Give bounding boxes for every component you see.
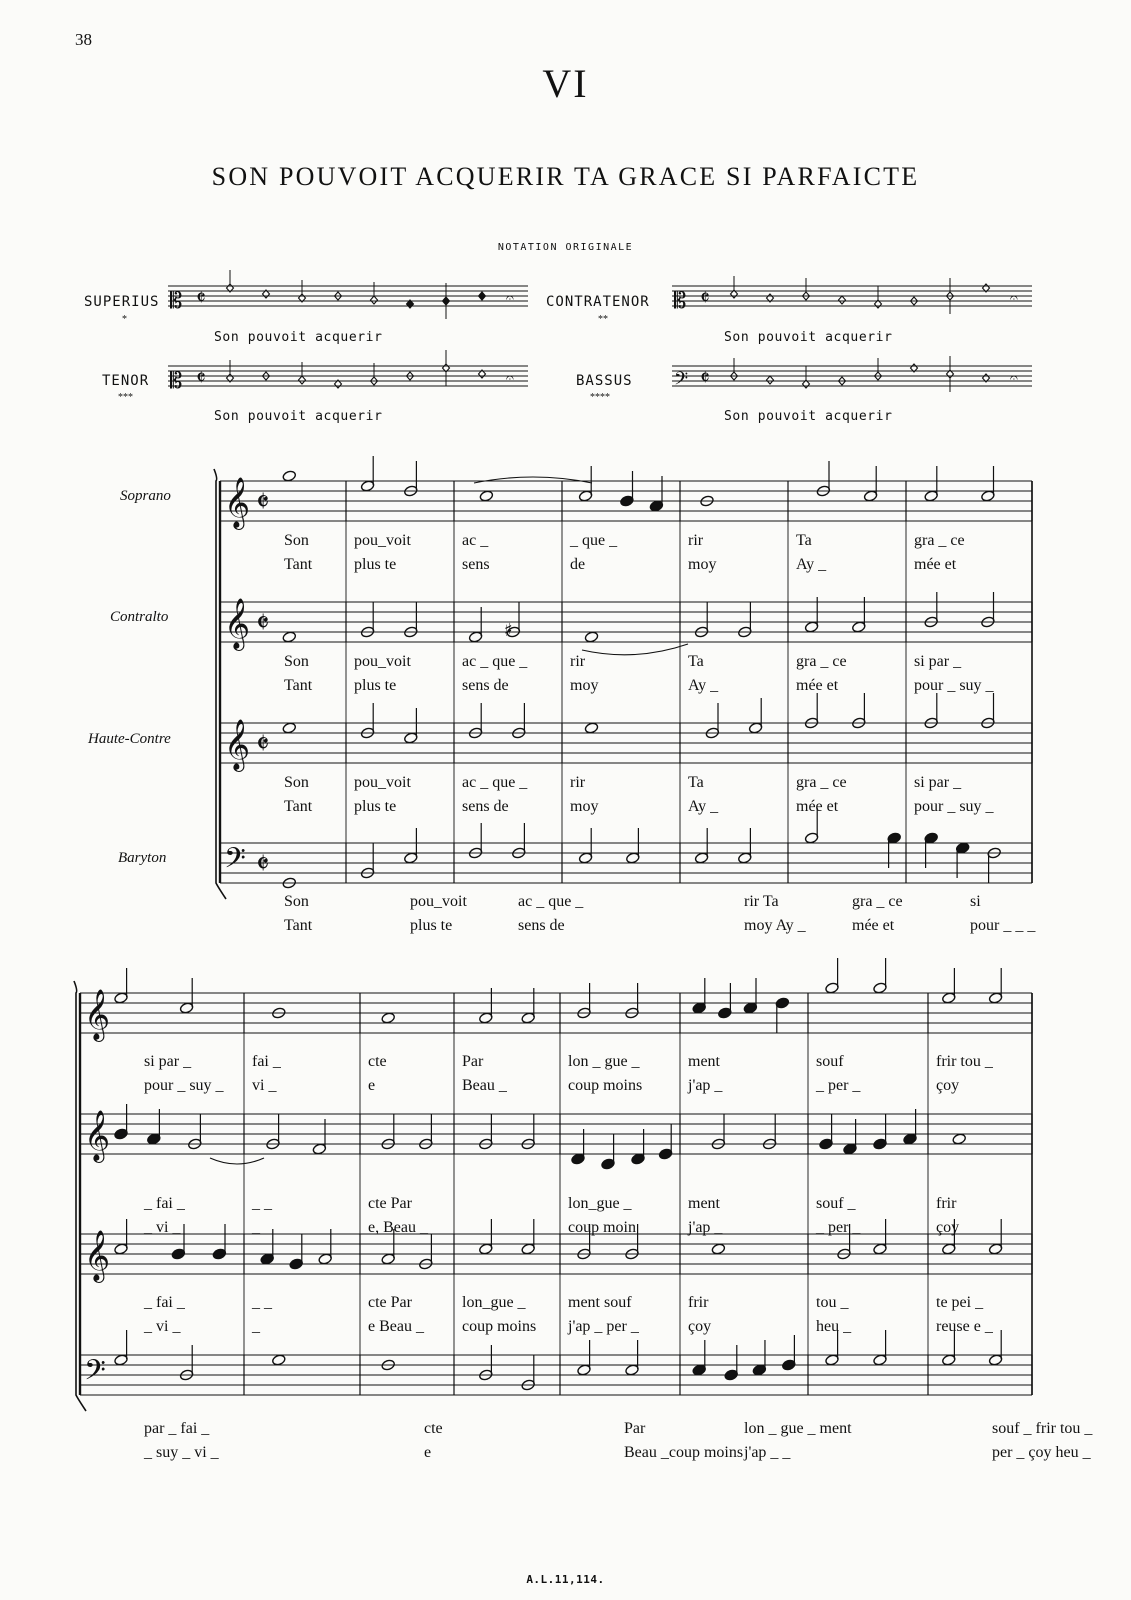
s1-lyric-v3-l1-5: si	[970, 893, 981, 910]
s2-lyric-v2-l1-2: cte Par	[368, 1294, 412, 1311]
s1-lyric-v1-l1-1: pou_voit	[354, 653, 411, 670]
s1-lyric-v1-l2-0: Tant	[284, 677, 313, 694]
cut-time-icon: 𝄵	[196, 286, 206, 311]
mensural-note	[443, 297, 450, 305]
s2-lyric-v0-l1-0: si par _	[144, 1053, 192, 1070]
s2-lyric-v3-l1-3: lon _ gue _ ment	[744, 1420, 852, 1437]
whole-note	[952, 1133, 967, 1145]
s1-lyric-v1-l2-6: pour _ suy _	[914, 677, 994, 694]
s2-lyric-v3-l1-0: par _ fai _	[144, 1420, 210, 1437]
sharp-icon: ♯	[504, 620, 513, 641]
s1-lyric-v2-l2-2: sens de	[462, 798, 509, 815]
s1-lyric-v0-l2-2: sens	[462, 556, 490, 573]
c-clef-icon: 𝄡	[674, 289, 687, 314]
s1-lyric-v3-l2-0: Tant	[284, 917, 313, 934]
page-number: 38	[75, 30, 92, 49]
s1-lyric-v3-l1-1: pou_voit	[410, 893, 467, 910]
s2-lyric-v3-l1-1: cte	[424, 1420, 443, 1437]
s1-lyric-v1-l1-3: rir	[570, 653, 586, 670]
s1-lyric-v3-l2-3: moy Ay _	[744, 917, 806, 934]
s2-lyric-v2-l1-4: ment souf	[568, 1294, 632, 1311]
publisher-plate-number: A.L.11,114.	[526, 1573, 605, 1586]
custos-icon: 𝄐	[1010, 290, 1018, 306]
incipit-text-superius: Son pouvoit acquerir	[214, 330, 383, 345]
custos-icon: 𝄐	[1010, 370, 1018, 386]
whole-note	[584, 722, 599, 734]
s2-lyric-v1-l2-0: _ vi _	[144, 1219, 181, 1236]
s2-lyric-v0-l2-1: vi _	[252, 1077, 277, 1094]
s2-lyric-v2-l1-1: _ _	[252, 1294, 272, 1311]
incipit-name-tenor: TENOR	[102, 373, 150, 389]
slur	[474, 477, 592, 483]
s1-lyric-v1-l1-4: Ta	[688, 653, 704, 670]
s2-lyric-v3-l2-0: _ suy _ vi _	[144, 1444, 219, 1461]
s2-lyric-v2-l1-5: frir	[688, 1294, 709, 1311]
s2-lyric-v3-l2-1: e	[424, 1444, 432, 1461]
notation-label: NOTATION ORIGINALE	[497, 242, 634, 253]
s1-lyric-v1-l2-5: mée et	[796, 677, 839, 694]
s1-lyric-v3-l1-3: rir Ta	[744, 893, 779, 910]
s2-lyric-v0-l2-3: Beau _	[462, 1077, 507, 1094]
s1-lyric-v2-l1-1: pou_voit	[354, 774, 411, 791]
s2-lyric-v0-l2-5: j'ap _	[688, 1077, 723, 1094]
s1-lyric-v1-l2-2: sens de	[462, 677, 509, 694]
s2-lyric-v0-l2-7: çoy	[936, 1077, 960, 1094]
s1-lyric-v1-l1-5: gra _ ce	[796, 653, 847, 670]
s1-lyric-v3-l2-4: mée et	[852, 917, 895, 934]
s1-lyric-v2-l1-4: Ta	[688, 774, 704, 791]
s2-lyric-v2-l1-3: lon_gue _	[462, 1294, 526, 1311]
incipit-name-contratenor: CONTRATENOR	[546, 294, 650, 310]
s1-lyric-v3-l2-1: plus te	[410, 917, 453, 934]
s2-lyric-v1-l2-6: çoy	[936, 1219, 960, 1236]
s1-lyric-v3-l2-5: pour _ _ _	[970, 917, 1036, 934]
s2-lyric-v0-l2-0: pour _ suy _	[144, 1077, 224, 1094]
s1-lyric-v3-l2-2: sens de	[518, 917, 565, 934]
s1-lyric-v3-l1-2: ac _ que _	[518, 893, 584, 910]
incipit-text-bassus: Son pouvoit acquerir	[724, 409, 893, 424]
whole-note	[381, 1012, 396, 1024]
s1-lyric-v2-l1-2: ac _ que _	[462, 774, 528, 791]
s2-lyric-v1-l1-6: frir	[936, 1195, 957, 1212]
s2-lyric-v2-l2-1: _	[252, 1318, 260, 1335]
whole-note	[479, 490, 494, 502]
s1-lyric-v0-l2-4: moy	[688, 556, 717, 573]
s1-lyric-v1-l1-2: ac _ que _	[462, 653, 528, 670]
bass-clef-icon: 𝄢	[224, 842, 246, 882]
s2-lyric-v1-l1-0: _ fai _	[144, 1195, 185, 1212]
incipit-text-contratenor: Son pouvoit acquerir	[724, 330, 893, 345]
treble-clef-icon: 𝄞	[84, 1230, 111, 1281]
s2-lyric-v0-l2-4: coup moins	[568, 1077, 643, 1094]
s2-lyric-v3-l2-2: Beau _coup moins	[624, 1444, 744, 1461]
s2-lyric-v0-l2-6: _ per _	[816, 1077, 861, 1094]
s1-lyric-v0-l2-3: de	[570, 556, 586, 573]
s1-lyric-v3-l1-4: gra _ ce	[852, 893, 903, 910]
cut-time-icon: 𝄵	[256, 606, 270, 641]
whole-note	[711, 1243, 726, 1255]
s1-lyric-v2-l1-5: gra _ ce	[796, 774, 847, 791]
s1-lyric-v0-l2-0: Tant	[284, 556, 313, 573]
s1-lyric-v2-l1-3: rir	[570, 774, 586, 791]
slur	[582, 644, 688, 655]
s1-lyric-v0-l2-6: mée et	[914, 556, 957, 573]
voice-label-haute-contre: Haute-Contre	[88, 731, 171, 747]
s1-lyric-v0-l1-2: ac _	[462, 532, 489, 549]
incipit-name-bassus: BASSUS	[576, 373, 633, 389]
cut-time-icon: 𝄵	[256, 847, 270, 882]
piece-number: VI	[542, 61, 589, 106]
s1-lyric-v2-l1-0: Son	[284, 774, 309, 791]
s2-lyric-v1-l1-4: ment	[688, 1195, 720, 1212]
s1-lyric-v2-l2-6: pour _ suy _	[914, 798, 994, 815]
mensural-note	[767, 376, 774, 384]
mensural-note	[479, 292, 486, 300]
s1-lyric-v0-l1-1: pou_voit	[354, 532, 411, 549]
s2-lyric-v3-l1-4: souf _ frir tou _	[992, 1420, 1093, 1437]
s2-lyric-v0-l1-2: cte	[368, 1053, 387, 1070]
s1-lyric-v0-l2-5: Ay _	[796, 556, 827, 573]
s2-lyric-v2-l2-6: heu _	[816, 1318, 852, 1335]
treble-clef-icon: 𝄞	[84, 989, 111, 1040]
custos-icon: 𝄐	[506, 290, 514, 306]
s2-lyric-v2-l2-0: _ vi _	[144, 1318, 181, 1335]
s2-lyric-v1-l1-2: cte Par	[368, 1195, 412, 1212]
s2-lyric-v3-l1-2: Par	[624, 1420, 646, 1437]
s2-lyric-v1-l2-3: coup moin	[568, 1219, 636, 1236]
whole-note	[272, 1354, 287, 1366]
voice-label-contralto: Contralto	[110, 609, 169, 625]
s2-lyric-v1-l2-2: e, Beau _	[368, 1219, 428, 1236]
incipit-stars-contratenor: **	[598, 314, 608, 325]
s2-lyric-v2-l1-6: tou _	[816, 1294, 849, 1311]
whole-note	[282, 631, 297, 643]
treble-clef-icon: 𝄞	[224, 477, 251, 528]
mensural-note	[299, 376, 306, 384]
cut-time-icon: 𝄵	[256, 485, 270, 520]
s2-lyric-v2-l2-5: çoy	[688, 1318, 712, 1335]
s1-lyric-v0-l2-1: plus te	[354, 556, 397, 573]
cut-time-icon: 𝄵	[700, 286, 710, 311]
incipit-name-superius: SUPERIUS	[84, 294, 160, 310]
bass-clef-icon: 𝄢	[84, 1354, 106, 1394]
s2-lyric-v1-l1-1: _ _	[252, 1195, 272, 1212]
s2-lyric-v0-l1-4: lon _ gue _	[568, 1053, 640, 1070]
s2-lyric-v0-l1-5: ment	[688, 1053, 720, 1070]
s2-lyric-v2-l1-7: te pei _	[936, 1294, 984, 1311]
s1-lyric-v1-l2-4: Ay _	[688, 677, 719, 694]
whole-note	[282, 722, 297, 734]
s1-lyric-v1-l1-6: si par _	[914, 653, 962, 670]
s2-lyric-v2-l1-0: _ fai _	[144, 1294, 185, 1311]
s1-lyric-v2-l2-4: Ay _	[688, 798, 719, 815]
whole-note	[282, 470, 297, 482]
s1-lyric-v0-l1-5: Ta	[796, 532, 812, 549]
s1-lyric-v1-l1-0: Son	[284, 653, 309, 670]
s2-lyric-v2-l2-4: j'ap _ per _	[568, 1318, 639, 1335]
s2-lyric-v0-l2-2: e	[368, 1077, 376, 1094]
cut-time-icon: 𝄵	[196, 366, 206, 391]
c-clef-icon: 𝄢	[674, 369, 689, 394]
s1-lyric-v1-l2-1: plus te	[354, 677, 397, 694]
treble-clef-icon: 𝄞	[224, 719, 251, 770]
treble-clef-icon: 𝄞	[84, 1110, 111, 1161]
s2-lyric-v3-l2-4: per _ çoy heu _	[992, 1444, 1091, 1461]
s1-lyric-v1-l2-3: moy	[570, 677, 599, 694]
s1-lyric-v0-l1-3: _ que _	[570, 532, 618, 549]
s1-lyric-v2-l2-0: Tant	[284, 798, 313, 815]
mensural-note	[839, 296, 846, 304]
cut-time-icon: 𝄵	[256, 727, 270, 762]
piece-title: SON POUVOIT ACQUERIR TA GRACE SI PARFAICTE	[211, 162, 920, 191]
s1-lyric-v0-l1-4: rir	[688, 532, 704, 549]
s1-lyric-v2-l2-3: moy	[570, 798, 599, 815]
s2-lyric-v0-l1-6: souf	[816, 1053, 844, 1070]
s2-lyric-v1-l1-5: souf _	[816, 1195, 856, 1212]
s2-lyric-v1-l1-3: lon_gue _	[568, 1195, 632, 1212]
s1-lyric-v0-l1-0: Son	[284, 532, 309, 549]
voice-label-soprano: Soprano	[120, 488, 171, 504]
s2-lyric-v0-l1-7: frir tou _	[936, 1053, 993, 1070]
s1-lyric-v2-l2-1: plus te	[354, 798, 397, 815]
c-clef-icon: 𝄡	[170, 289, 183, 314]
incipit-stars-tenor: ***	[118, 392, 133, 403]
incipit-text-tenor: Son pouvoit acquerir	[214, 409, 383, 424]
s1-lyric-v3-l1-0: Son	[284, 893, 309, 910]
mensural-note	[371, 296, 378, 304]
s2-lyric-v3-l2-3: j'ap _ _	[744, 1444, 791, 1461]
s2-lyric-v1-l2-1: _	[252, 1219, 260, 1236]
treble-clef-icon: 𝄞	[224, 598, 251, 649]
s2-lyric-v1-l2-5: _ per _	[816, 1219, 861, 1236]
voice-label-baryton: Baryton	[118, 850, 167, 866]
s2-lyric-v0-l1-1: fai _	[252, 1053, 281, 1070]
s2-lyric-v2-l2-3: coup moins	[462, 1318, 537, 1335]
cut-time-icon: 𝄵	[700, 366, 710, 391]
s1-lyric-v0-l1-6: gra _ ce	[914, 532, 965, 549]
incipit-stars-superius: *	[122, 314, 127, 325]
s2-lyric-v0-l1-3: Par	[462, 1053, 484, 1070]
s2-lyric-v1-l2-4: j'ap _	[688, 1219, 723, 1236]
s2-lyric-v2-l2-2: e Beau _	[368, 1318, 424, 1335]
s1-lyric-v2-l1-6: si par _	[914, 774, 962, 791]
incipit-stars-bassus: ****	[590, 392, 610, 403]
slur	[210, 1158, 264, 1164]
c-clef-icon: 𝄡	[170, 369, 183, 394]
s2-lyric-v2-l2-7: reuse e _	[936, 1318, 993, 1335]
s1-lyric-v2-l2-5: mée et	[796, 798, 839, 815]
whole-note	[584, 631, 599, 643]
custos-icon: 𝄐	[506, 370, 514, 386]
